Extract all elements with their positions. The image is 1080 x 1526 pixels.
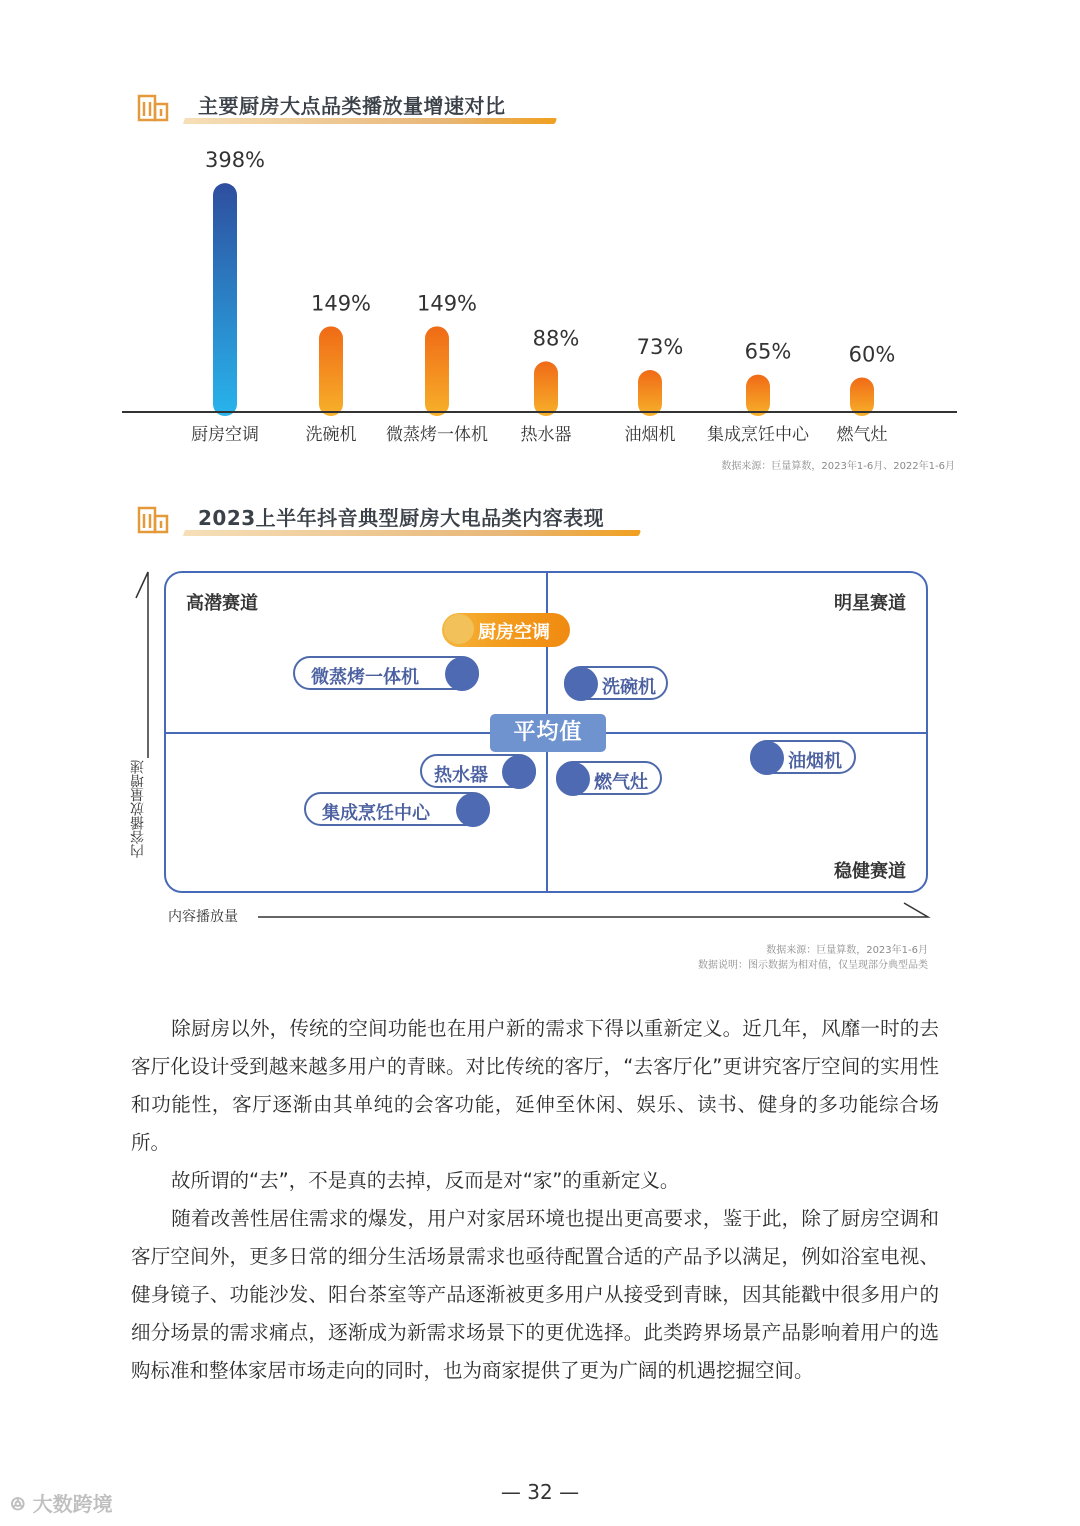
quadrant-label-top-left: 高潜赛道 bbox=[186, 593, 258, 614]
item-water-heater: 热水器 bbox=[420, 754, 536, 788]
category-label: 燃气灶 bbox=[836, 425, 888, 445]
quadrant-label-top-right: 明星赛道 bbox=[834, 593, 906, 614]
item-integrated-cooking: 集成烹饪中心 bbox=[304, 792, 490, 826]
item-steam-oven: 微蒸烤一体机 bbox=[293, 656, 479, 690]
section-title: 2023上半年抖音典型厨房大电品类内容表现 bbox=[198, 506, 605, 530]
bar-chart bbox=[0, 140, 1080, 450]
item-dot bbox=[750, 741, 784, 775]
bar-value-label: 88% bbox=[532, 326, 580, 351]
page-number: — 32 — bbox=[500, 1480, 580, 1504]
quadrant-chart bbox=[164, 571, 928, 893]
bar-value-label: 65% bbox=[744, 339, 792, 364]
bar-厨房空调 bbox=[213, 183, 237, 416]
category-label: 微蒸烤一体机 bbox=[386, 425, 488, 445]
building-icon bbox=[136, 88, 170, 122]
item-dot bbox=[502, 755, 536, 789]
paragraph-3: 随着改善性居住需求的爆发，用户对家居环境也提出更高要求，鉴于此，除了厨房空调和客厅空间外，更多日常的细分生活场景需求也亟待配置合适的产品予以满足，例如浴室电视、健身镜子、功能沙发、阳台茶室等产品逐渐被更多用户从接受到青睐，因其能戳中很多用户的细分场景的需求痛点，逐渐成为新需求场景下的更优选择。此类跨界场景产品影响着用户的选购标准和整体家居市场走向的同时，也为商家提供了更为广阔的机遇挖掘空间。 bbox=[131, 1207, 939, 1382]
item-dot bbox=[456, 793, 490, 827]
watermark: ꔮ 大数跨境 bbox=[10, 1492, 113, 1516]
item-dot bbox=[444, 614, 474, 644]
average-label: 平均值 bbox=[490, 714, 606, 752]
category-label: 集成烹饪中心 bbox=[707, 425, 809, 445]
bar-微蒸烤一体机 bbox=[425, 326, 449, 416]
item-dot bbox=[556, 762, 590, 796]
source-note-2: 数据来源：巨量算数，2023年1-6月 bbox=[766, 945, 928, 956]
bar-value-label: 149% bbox=[310, 291, 372, 316]
section-title: 主要厨房大点品类播放量增速对比 bbox=[198, 94, 506, 118]
section-header-1 bbox=[136, 86, 576, 126]
y-axis-label: 内容播放量增速 bbox=[130, 760, 146, 858]
bar-value-label: 149% bbox=[416, 291, 478, 316]
item-range-hood: 油烟机 bbox=[750, 740, 856, 774]
paragraph-1: 除厨房以外，传统的空间功能也在用户新的需求下得以重新定义。近几年，风靡一时的去客厅化设计受到越来越多用户的青睐。对比传统的客厅，“去客厅化”更讲究客厅空间的实用性和功能性，客厅逐渐由其单纯的会客功能，延伸至休闲、娱乐、读书、健身的多功能综合场所。 bbox=[131, 1017, 939, 1154]
category-label: 洗碗机 bbox=[305, 425, 357, 445]
item-dot bbox=[445, 657, 479, 691]
source-note-1: 数据来源：巨量算数，2023年1-6月、2022年1-6月 bbox=[721, 461, 955, 472]
category-label: 热水器 bbox=[520, 425, 572, 445]
item-dot bbox=[564, 667, 598, 701]
bar-洗碗机 bbox=[319, 326, 343, 416]
item-dishwasher: 洗碗机 bbox=[564, 666, 668, 700]
item-kitchen-ac: 厨房空调 bbox=[442, 613, 570, 647]
bar-value-label: 398% bbox=[204, 148, 266, 173]
bar-热水器 bbox=[534, 361, 558, 416]
item-gas-stove: 燃气灶 bbox=[556, 761, 662, 795]
bar-value-label: 73% bbox=[636, 335, 684, 360]
category-label: 厨房空调 bbox=[191, 425, 259, 445]
bar-油烟机 bbox=[638, 370, 662, 416]
bar-集成烹饪中心 bbox=[746, 375, 770, 416]
data-note: 数据说明：图示数据为相对值，仅呈现部分典型品类 bbox=[698, 960, 928, 971]
x-axis-label: 内容播放量 bbox=[168, 909, 238, 925]
bar-燃气灶 bbox=[850, 378, 874, 417]
watermark-logo-icon: ꔮ bbox=[10, 1492, 33, 1516]
bar-value-label: 60% bbox=[848, 342, 896, 367]
section-header-2 bbox=[136, 498, 605, 538]
building-icon bbox=[136, 500, 170, 534]
category-label: 油烟机 bbox=[624, 425, 676, 445]
quadrant-label-bottom-right: 稳健赛道 bbox=[834, 861, 906, 882]
paragraph-2: 故所谓的“去”，不是真的去掉，反而是对“家”的重新定义。 bbox=[171, 1169, 680, 1192]
